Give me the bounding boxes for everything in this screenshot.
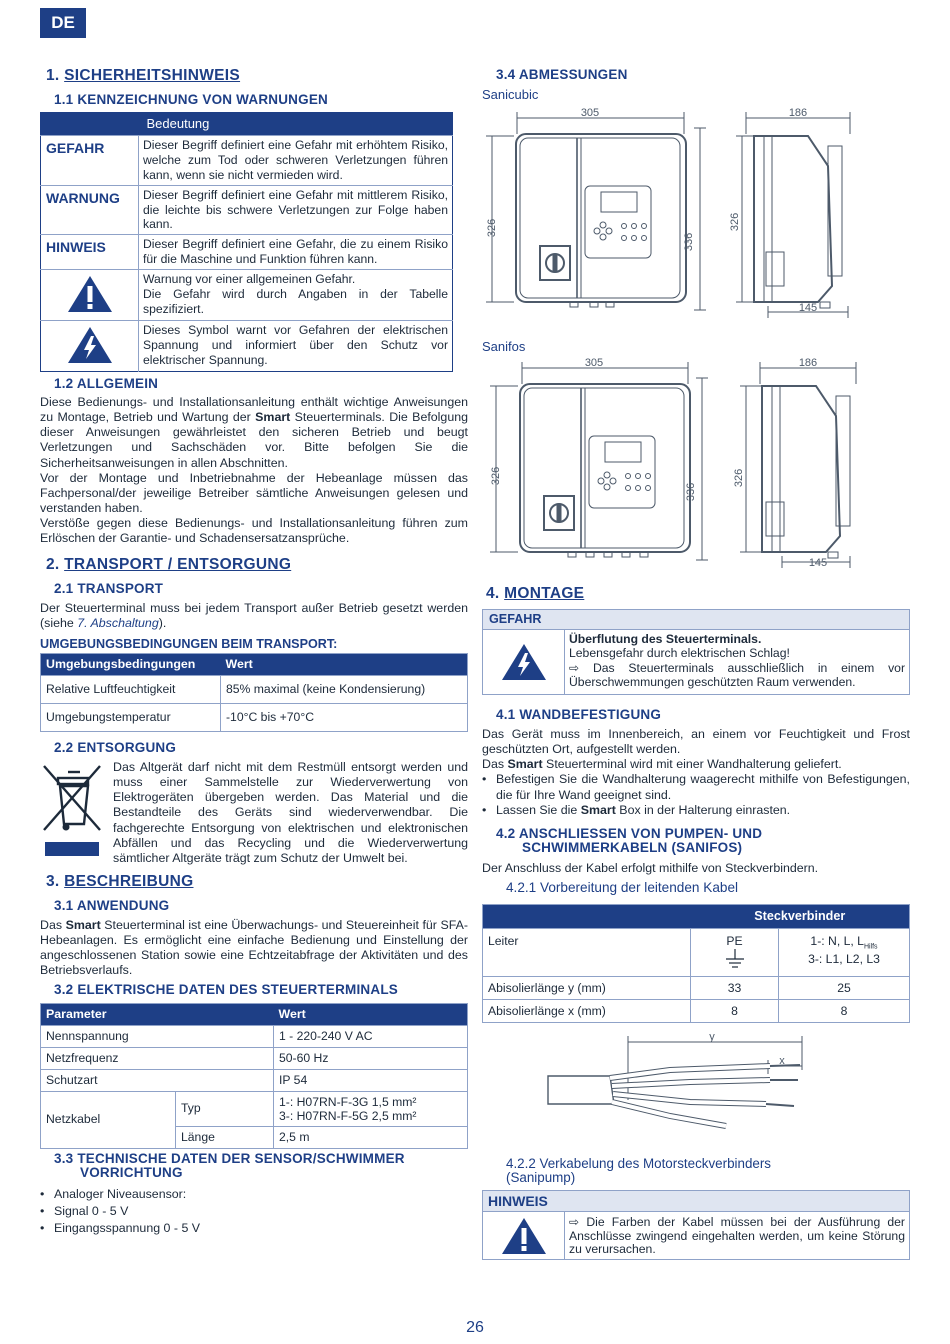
pe-label: PE [726,934,743,948]
sanicubic-front-drawing [484,106,720,316]
transport-conditions-title: UMGEBUNGSBEDINGUNGEN BEIM TRANSPORT: [40,637,338,651]
general-warning-cell [41,270,139,321]
svg-text:186: 186 [798,357,818,369]
svg-text:305: 305 [584,357,604,369]
cable-stripping-drawing [540,1030,810,1130]
elec-header-value: Wert [274,1004,468,1026]
elec-row-label: Nennspannung [41,1026,274,1048]
leiter-label: Leiter [483,929,691,977]
elec-header-parameter: Parameter [41,1004,274,1026]
section-3-2-title: 3.2 ELEKTRISCHE DATEN DES STEUERTERMINALS [54,982,398,997]
svg-text:186: 186 [788,107,808,119]
elec-row-label: Schutzart [41,1069,274,1091]
connector-table [482,904,910,1023]
svg-text:336: 336 [683,232,695,252]
section-3-heading [46,873,193,892]
section-1-1-title: 1.1 KENNZEICHNUNG VON WARNUNGEN [54,92,328,107]
section-4-1-text [482,727,910,818]
warning-triangle-icon [500,1216,548,1256]
abisolier-y-value: 25 [779,977,910,1000]
elec-row-value: 50-60 Hz [274,1048,468,1070]
electric-warning-text: Dieses Symbol warnt vor Gefahren der elektrischen Spannung und informiert über den Schutz vor elektrischer Spannung. [139,321,453,372]
text-gefahr: Dieser Begriff definiert eine Gefahr mit erhöhtem Risiko, welche zum Tod oder schweren Verletzungen führen kann, wenn sie nicht vermieden wird. [139,136,453,186]
section-2-1-text: Der Steuerterminal muss bei jedem Transport außer Betrieb gesetzt werden (siehe 7. Abschaltung). [40,601,468,631]
sanicubic-side-drawing [728,106,862,320]
label-hinweis: HINWEIS [41,235,139,270]
language-tab: DE [40,8,86,38]
section-4-2-text: Der Anschluss der Kabel erfolgt mithilfe von Steckverbindern. [482,861,819,875]
list-item: • Befestigen Sie die Wandhalterung waagerecht mithilfe von Befestigungen, die für Ihre Wand geeignet sind. [482,772,910,802]
ground-symbol-icon [725,949,745,971]
svg-text:336: 336 [685,482,697,502]
abisolier-x-value: 8 [779,1000,910,1023]
section-4-heading [486,585,584,604]
section-4-1-paragraph-1: Das Gerät muss im Innenbereich, an einem vor Feuchtigkeit und Frost geschützten Ort, aufgestellt werden. [482,727,910,757]
warnings-table [40,112,453,372]
svg-text:326: 326 [490,466,502,486]
general-warning-text [139,270,453,321]
table-header-bedeutung: Bedeutung [139,113,453,136]
text-hinweis: Dieser Begriff definiert eine Gefahr, die zu einem Risiko für die Maschine und Funktion führen kann. [139,235,453,270]
list-item: • Lassen Sie die Smart Box in der Halterung einrasten. [482,803,910,818]
elec-row-value: IP 54 [274,1069,468,1091]
notice-icon-cell [483,1212,565,1259]
section-3-number: 3. [46,873,60,890]
danger-box-line-3: ⇨ Das Steuerterminals ausschließlich in einem vor Überschwemmungen geschützten Raum verwenden. [569,660,905,690]
section-4-2-title: 4.2 ANSCHLIESSEN VON PUMPEN- UND SCHWIMMERKABELN (SANIFOS) [496,826,763,856]
sanifos-front-drawing [484,356,720,566]
text-warnung: Dieser Begriff definiert eine Gefahr mit mittlerem Risiko, die leichte bis schwere Verletzungen zur Folge haben kann. [139,185,453,235]
section-4-2-2-title: 4.2.2 Verkabelung des Motorsteckverbinders (Sanipump) [506,1156,771,1186]
sanicubic-label: Sanicubic [482,87,539,102]
section-2-2-title: 2.2 ENTSORGUNG [54,740,177,755]
danger-box-line-2: Lebensgefahr durch elektrischen Schlag! [569,646,790,661]
warning-triangle-icon [66,274,114,314]
svg-text:145: 145 [798,302,818,314]
env-header-conditions: Umgebungsbedingungen [41,654,221,676]
section-1-heading [46,67,240,86]
typ-label: Typ [176,1091,274,1126]
danger-box [482,609,910,695]
general-warning-line2: Die Gefahr wird durch Angaben in der Tabelle spezifiziert. [143,286,448,316]
svg-text:145: 145 [808,557,828,569]
svg-text:326: 326 [733,468,745,488]
section-4-number: 4. [486,585,500,602]
danger-icon-cell [483,630,565,694]
electric-warning-cell [41,321,139,372]
notice-box-text: ⇨ Die Farben der Kabel müssen bei der Ausführung der Anschlüsse zwingend eingehalten werden, um keine Störung zu verursachen. [569,1215,905,1257]
env-row-humidity-value: 85% maximal (keine Kondensierung) [221,676,468,704]
connector-header: Steckverbinder [691,905,910,929]
laenge-label: Länge [176,1126,274,1148]
section-1-number: 1. [46,67,60,84]
svg-text:x: x [779,1055,785,1067]
section-4-2-1-title: 4.2.1 Vorbereitung der leitenden Kabel [506,880,739,895]
list-item: • Signal 0 - 5 V [40,1203,468,1220]
label-gefahr: GEFAHR [41,136,139,186]
section-4-title: MONTAGE [504,585,585,602]
section-2-number: 2. [46,556,60,573]
section-3-1-text: Das Smart Steuerterminal ist eine Überwachungs- und Steuereinheit für SFA-Hebeanlagen. Es ermöglicht eine einfache Bedienung und Einstellung der angeschlossenen Station sowie eine Echtzeitabfrage der Aktivitäten und des Betriebsverlaufs. [40,918,468,978]
section-2-title: TRANSPORT / ENTSORGUNG [64,556,292,573]
transport-conditions-table [40,653,468,732]
section-1-2-paragraph-3: Verstöße gegen diese Bedienungs- und Installationsanleitung führen zum Erlöschen der Garantie- und Schadensersatzansprüche. [40,516,468,546]
section-3-title: BESCHREIBUNG [64,873,194,890]
section-2-1-title: 2.1 TRANSPORT [54,581,164,596]
notice-box [482,1190,910,1260]
list-item: • Analoger Niveausensor: [40,1186,468,1203]
danger-box-bold-line: Überflutung des Steuerterminals. [569,632,762,646]
typ-value: 1-: H07RN-F-3G 1,5 mm² 3-: H07RN-F-5G 2,5 mm² [274,1091,468,1126]
section-2-heading [46,556,291,575]
electric-hazard-icon [66,325,114,365]
section-3-1-title: 3.1 ANWENDUNG [54,898,170,913]
connector-conductors-cell: 1-: N, L, $L_{Hilfs}$ 3-: L1, L2, L3 [779,929,910,977]
abisolier-x-pe: 8 [691,1000,779,1023]
section-2-2-text: Das Altgerät darf nicht mit dem Restmüll entsorgt werden und muss einer Sammelstelle zur Wiederverwertung von Elektrogeräten übergeben werden. Das Material und die Bestandteile des Geräts sind wiederverwendbar. Die fachgerechte Entsorgung von elektrischen und elektronischen Abfällen und das Recycling und die Wiederverwertung sämtlicher Altgeräte trägt zum Schutz der Umwelt bei. [113,760,468,865]
netzkabel-label: Netzkabel [41,1091,176,1148]
pe-cell [691,929,779,977]
notice-box-label: HINWEIS [483,1191,909,1212]
wheelie-bin-crossed-icon [40,762,104,858]
abisolier-y-label: Abisolierlänge y (mm) [483,977,691,1000]
env-row-temperature-label: Umgebungstemperatur [41,704,221,732]
section-4-1-paragraph-2: Das Smart Steuerterminal wird mit einer Wandhalterung geliefert. [482,757,842,772]
env-header-value: Wert [221,654,468,676]
elec-row-value: 1 - 220-240 V AC [274,1026,468,1048]
section-1-2-title: 1.2 ALLGEMEIN [54,376,159,391]
list-item: • Eingangsspannung 0 - 5 V [40,1220,468,1237]
laenge-value: 2,5 m [274,1126,468,1148]
page-number: 26 [466,1319,484,1336]
abisolier-y-pe: 33 [691,977,779,1000]
sanifos-label: Sanifos [482,339,526,354]
section-4-1-title: 4.1 WANDBEFESTIGUNG [496,707,662,722]
svg-text:305: 305 [580,107,600,119]
section-1-2-paragraph-1: Diese Bedienungs- und Installationsanleitung enthält wichtige Anweisungen zu Montage, Betrieb und Wartung der Smart Steuerterminals. Die Befolgung dieser Anweisungen gewährleistet den sicheren Betrieb und beugt Verletzungen und Sachschäden vor. Bitte befolgen Sie die Sicherheitsanweisungen in allen Abschnitten. [40,395,468,470]
svg-text:y: y [709,1031,715,1043]
danger-box-text [569,632,905,690]
abisolier-x-label: Abisolierlänge x (mm) [483,1000,691,1023]
electrical-data-table [40,1003,468,1149]
label-warnung: WARNUNG [41,185,139,235]
section-3-3-title: 3.3 TECHNISCHE DATEN DER SENSOR/SCHWIMMER VORRICHTUNG [54,1151,405,1181]
svg-text:326: 326 [729,212,741,232]
elec-row-label: Netzfrequenz [41,1048,274,1070]
general-warning-line1: Warnung vor einer allgemeinen Gefahr. [143,272,356,286]
sanifos-side-drawing [732,356,866,570]
electric-hazard-icon [500,642,548,682]
section-1-title: SICHERHEITSHINWEIS [64,67,241,84]
abschaltung-link[interactable]: 7. Abschaltung [77,616,159,631]
danger-box-label: GEFAHR [483,610,909,630]
section-1-2-paragraph-2: Vor der Montage und Inbetriebnahme der Hebeanlage müssen das Fachpersonal/der jeweilige Betreiber sämtliche Anweisungen gelesen und verstanden haben. [40,470,468,515]
env-row-temperature-value: -10°C bis +70°C [221,704,468,732]
sensor-list [40,1186,468,1237]
section-1-2-text [40,395,468,546]
section-3-4-title: 3.4 ABMESSUNGEN [496,67,628,82]
env-row-humidity-label: Relative Luftfeuchtigkeit [41,676,221,704]
svg-text:326: 326 [486,218,498,238]
